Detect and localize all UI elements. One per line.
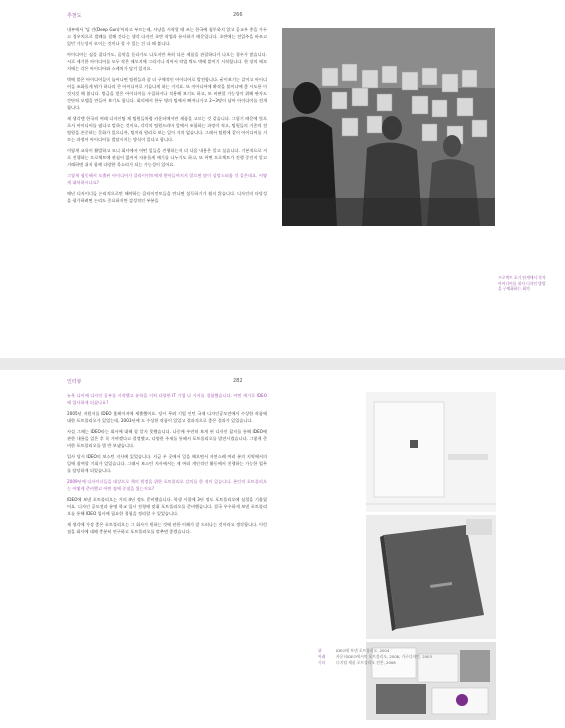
list-item: 아래 카운터IDEO에서의 포트폴리오, 2008, 가구디자인, 2003 [318, 654, 432, 659]
page-spread-top [0, 0, 565, 358]
portfolio-photo-middle [366, 515, 496, 639]
interview-question: 그렇게 협동해서 도출된 아이디어가 클라이언트에게 받아들여지지 않으면 많이 실망스러울 것 같은데요. 어떻게 대처하시나요? [67, 173, 267, 185]
body-paragraph: 입사 당시 IDEO의 보스턴 지사에 있었습니다. 지금 우 곳에서 일을 해오면서 자연스레 여러 분의 지역에서의 일에 참여할 기회가 있었습니다. 그래서 보스턴 지사에서는 제 여러 개인적인 활동에서 진행하는 가능한 업무를 담당하게 되었습니다. [67, 454, 267, 473]
body-column [67, 392, 267, 539]
running-header: 인터뷰 [67, 379, 82, 385]
page-spread-bottom [0, 370, 565, 728]
body-paragraph: 아이디어는 심플 잡다가도, 음악을 듣다가도 나오지만 특히 다른 제품을 관찰하다가 나오는 경우가 많습니다. 서로 제기한 아이디어를 모두 작은 메모지에 그리거나 적어서 작업 벽도 벽에 붙이기 시작합니다. 한 장의 메모지에는 각은 아이디어와 스케치가 담겨 있지요. [67, 52, 267, 71]
meeting-photo [282, 28, 495, 226]
photo-caption: 프로젝트 초기 단계에서 각자 아이디어를 내서 디자인 방법을 구체화하는 회의 [498, 275, 546, 291]
portfolio-photo-top [366, 392, 496, 512]
list-item: 기타 디지털 제품 포트폴리오 견본, 2006 [318, 660, 396, 665]
body-paragraph: 매년 디자이너들 논리적으로만 해야하는 클라이언트들을 만나면 설득하기가 쉽지 않습니다. 디자인의 타당성을 평가하려면 논리도 중요하지만 감성적인 부분을 [67, 191, 267, 203]
body-paragraph: 벽에 붙은 아이디어들이 늘어나면 팀원들과 좀 더 구체적인 아이디어로 발전합니다. 굳이보기는 같이고 아이디어들 조화롭게 뭐가 하나의 큰 아이디어로 거듭나게 하는 거지요. 또 이아디어에 확작을 붙이냐에 좋 시도용 이것저것 해 봅니다. 방금을 얻은 아이디어를 수집하거나 적용해 보기도 하고, 또 비판할 가능성이 위해 판자도 간단히 모델을 만들어 보기도 합니다. 회의에서 한두 명의 팀에서 빠져나가고 2~3명이 남아 아이디어를 전개합니다. [67, 77, 267, 110]
list-item: 위 IDEO에 보낸 포트폴리오, 2004 [318, 648, 390, 653]
page-number: 282 [233, 378, 243, 384]
body-paragraph: 2005년 지원서를 IDEO 홈페이지에 제출했어요. 당시 무려 기업 인턴 국제 디자인공모전에서 수상한 작품에 대한 포트폴리오가 있었는데, 2003년에 도 수상한 작품이 있었고 결과적으로 좋은 결과가 있었습니다. [67, 411, 267, 423]
page-number: 266 [233, 12, 243, 18]
body-paragraph: 제 생각엔 한국의 여래 디자인팀 제 팀원들처럼 카운터에서만 제품을 고르는 것 같습니다. 그렇기 때문에 빛으로서 아이디어를 냈다고 말하는 것이요, 각각의 팀원드라마 앞에서 조합하는 과정이 적고, 팀원들의 기존의 전 팀원을 존중하는 문화가 있으니까, 팀끼리 원리로 보는 일이 거의 없습니다. 그래서 팀원에 같이 아이디어를 거르는 과정이 아이디어를 발달시키는 방식이 있다고 합니다. [67, 116, 267, 142]
page-gutter [0, 358, 565, 370]
body-paragraph: 이렇게 교육이 활발하고 모니 회사에서 어떤 일들을 진행하는지 더 다음 내용은 알고 싶습니다. 기본적으로 서로 진행하는 프로젝트에 관심이 없어서 자유롭게 얘기를 나누기도 하고, 또 어떤 프로젝트가 진행 중인지 알고 거래하면 쉬지 함께 다양한 목소리가 되는 가능성이 있어요. [67, 148, 267, 167]
body-paragraph: 사실 그때는 IDEO라는 회사에 대해 잘 알지 못했습니다. 나중에 우연히 보게 된 디자인 잡지를 통해 IDEO에 관한 내용을 읽은 후 꼭 가야겠다고 결정했고, 다양한 주제를 통해서 포트폴리오를 발전시켰습니다. 그렇게 준비한 포트폴리오를 별 반 보냈습니다. [67, 429, 267, 448]
interview-question: 2009년에 디자이너들을 대상으로 책의 원정을 위한 포트폴리오 강의를 한 적이 있습니다. 본인의 포트폴리오는 어떻게 준비했고 어떤 점에 중점을 뒀는지요? [67, 479, 267, 491]
body-paragraph: 내부에서 '딥 건(Deep Gun)'이라고 부르는데, 사냥을 시작할 때 쓰는 한국에 침투하지 않고 공교우 총을 가두고 경우치으로 발레를 결해 간다는 생각 다자인 초반 작업과 유사하기 때문입니다. 초반에는 전입주을 바쓰고 있던 가능성이 모이는 것이나 할 수 있는 건 다 해 봅니다. [67, 27, 267, 46]
body-paragraph: IDEO에 보낸 포트폴리오는 거의 4년 정도 준비했습니다. 학생 시절에 3년 정도 포트폴리오에 심혈을 기울였어요. 디자인 공모전과 유명 학교 입시 전형에 맞춰 포트폴리오를 준비했습니다. 결국 우수하게 보낸 포트폴리오를 통해 IDEO 입사에 필요한 경험을 정리할 수 있었습니다. [67, 497, 267, 516]
photo-credit-list [318, 648, 432, 666]
body-column [67, 26, 267, 208]
running-header: 추천도 [67, 13, 82, 19]
interview-question: 뉴욕 나이에 디자인 공부를 시작했고 유학을 거쳐 다양한 IT 기업 나 가지를 경험했습니다. 어떤 계기로 IDEO에 입사하게 되셨나요? [67, 393, 267, 405]
body-paragraph: 제 생각에 가장 좋은 포트폴리오는 그 회사가 원하는 것에 관한 이해가 잘 드러나는 것이라고 생각합니다. 이런 점을 회사에 대해 충분히 연구하고 포트폴리오를 맞추면 좋겠습니다. [67, 522, 267, 534]
